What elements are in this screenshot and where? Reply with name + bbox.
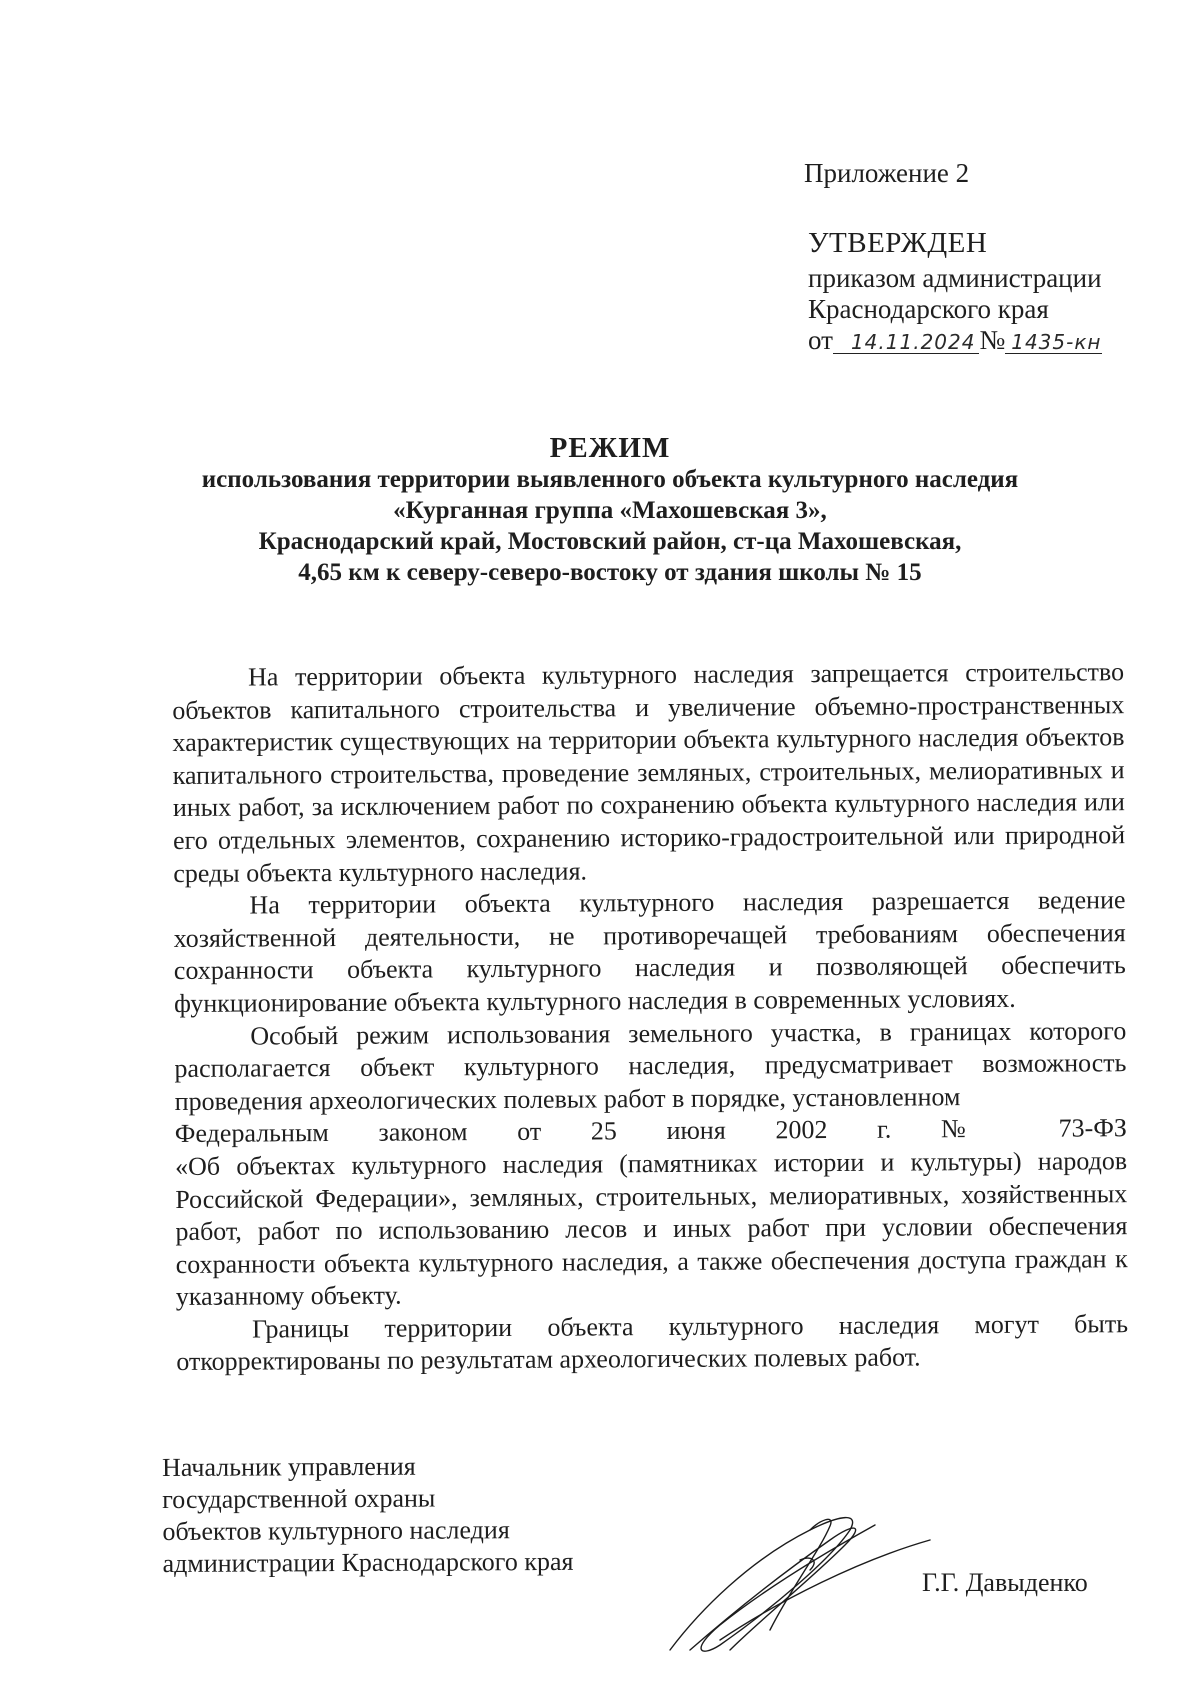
- approval-line-2: Краснодарского края: [808, 294, 1049, 324]
- order-date-handwritten: 14.11.2024: [833, 331, 980, 354]
- document-title: [150, 432, 1070, 588]
- document-body: [172, 656, 1128, 1379]
- order-number-handwritten: 1435-кн: [1005, 331, 1101, 354]
- signatory-line-2: государственной охраны: [162, 1483, 436, 1514]
- paragraph-special-regime-law-line: Федеральным законом от 25 июня 2002 г. № 73-ФЗ: [174, 1113, 1127, 1149]
- paragraph-special-regime-part-3: «Об объектах культурного наследия (памятниках истории и культуры) народов Российской Федерации», земляных, строительных, мелиоративных, хозяйственных работ, работ по использованию лесов и иных работ при условии обеспечения сохранности объекта культурного наследия, а также обеспечения доступа граждан к указанному объекту.: [174, 1146, 1128, 1312]
- paragraph-special-regime: [174, 1015, 1127, 1119]
- paragraph-permitted-activity: На территории объекта культурного наследия разрешается ведение хозяйственной деятельности, не противоречащей требованиям обеспечения сохранности объекта культурного наследия и позволяющей обеспечить функционирование объекта культурного наследия в современных условиях.: [173, 885, 1126, 1018]
- title-line-2: «Курганная группа «Махошевская 3»,: [393, 497, 827, 524]
- signatory-line-1: Начальник управления: [162, 1451, 416, 1482]
- title-line-3: Краснодарский край, Мостовский район, ст-ца Махошевская,: [258, 528, 962, 555]
- order-number-label: №: [979, 325, 1006, 355]
- paragraph-prohibitions: На территории объекта культурного наследия запрещается строительство объектов капитального строительства и увеличение объемно-пространственных характеристик существующих на территории объекта культурного наследия объектов капитального строительства, проведение земляных, строительных, мелиоративных и иных работ, за исключением работ по сохранению объекта культурного наследия или его отдельных элементов, сохранению историко-градостроительной или природной среды объекта культурного наследия.: [172, 657, 1126, 888]
- title-heading: РЕЖИМ: [549, 432, 671, 464]
- order-prefix: от: [808, 325, 833, 355]
- order-reference: [808, 325, 1102, 356]
- signatory-name: Г.Г. Давыденко: [922, 1568, 1088, 1597]
- title-line-4: 4,65 км к северу-северо-востоку от здания школы № 15: [298, 559, 922, 586]
- approval-line-1: приказом администрации: [808, 263, 1102, 293]
- signatory-position: [162, 1450, 573, 1580]
- paragraph-special-regime-part-1: Особый режим использования земельного участка, в границах которого располагается объект культурного наследия, предусматривает возможность проведения археологических полевых работ в порядке, установленном: [174, 1015, 1127, 1116]
- approval-stamp: [804, 158, 1102, 356]
- signatory-line-3: объектов культурного наследия: [162, 1515, 510, 1546]
- approved-heading: УТВЕРЖДЕН: [808, 227, 988, 259]
- signatory-line-4: администрации Краснодарского края: [162, 1546, 574, 1578]
- paragraph-boundaries: Границы территории объекта культурного наследия могут быть откорректированы по результатам археологических полевых работ.: [176, 1309, 1129, 1377]
- title-line-1: использования территории выявленного объекта культурного наследия: [201, 466, 1019, 493]
- handwritten-signature-icon: [660, 1500, 940, 1660]
- appendix-label: Приложение 2: [804, 158, 970, 188]
